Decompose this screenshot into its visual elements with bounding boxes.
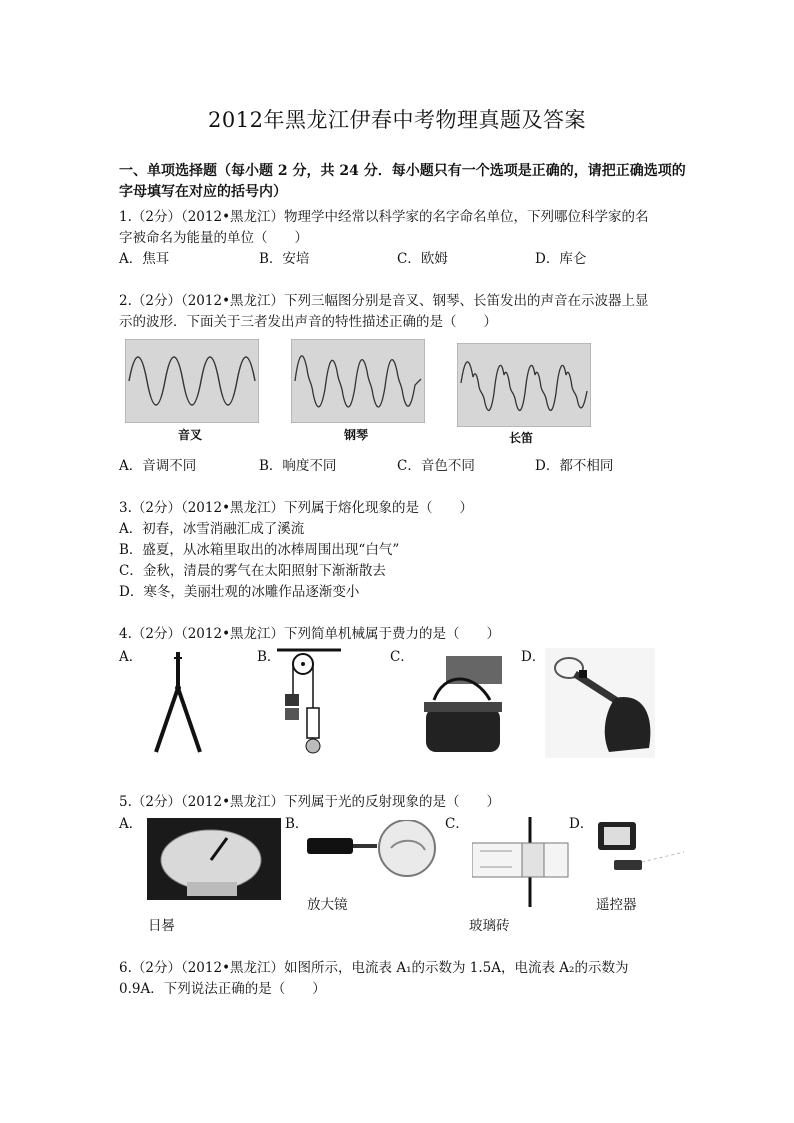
q3-option-a: A．初春，冰雪消融汇成了溪流 xyxy=(119,521,305,537)
q1-stem-line2: 字被命名为能量的单位（ ） xyxy=(119,230,308,246)
caption-flute: 长笛 xyxy=(508,431,533,445)
section-header-line1: 一、单项选择题（每小题 2 分，共 24 分．每小题只有一个选项是正确的，请把正确选项的 xyxy=(119,163,686,179)
q4-stem: 4.（2分）（2012•黑龙江）下列简单机械属于费力的是（ ） xyxy=(119,626,501,642)
q2-option-c: C．音色不同 xyxy=(397,458,475,474)
pulley-scale-image xyxy=(275,646,345,758)
caption-remote-control: 遥控器 xyxy=(596,897,637,913)
q4-label-c: C． xyxy=(390,649,414,665)
q2-stem-line1: 2.（2分）（2012•黑龙江）下列三幅图分别是音叉、钢琴、长笛发出的声音在示波器上显 xyxy=(119,293,649,309)
q3-option-c: C．金秋，清晨的雾气在太阳照射下渐渐散去 xyxy=(119,563,386,579)
glass-brick-image xyxy=(472,815,572,909)
q3-option-b: B．盛夏，从冰箱里取出的冰棒周围出现“白气” xyxy=(119,542,400,558)
magnifier-image xyxy=(307,820,439,882)
q1-option-c: C．欧姆 xyxy=(397,251,448,267)
sundial-image xyxy=(147,818,281,900)
q5-label-b: B． xyxy=(285,816,309,832)
caption-sundial: 日晷 xyxy=(148,918,175,934)
q2-stem-line2: 示的波形．下面关于三者发出声音的特性描述正确的是（ ） xyxy=(119,314,497,330)
q5-label-c: C． xyxy=(445,816,469,832)
q6-stem-line2: 0.9A．下列说法正确的是（ ） xyxy=(119,981,326,997)
wrench-image xyxy=(545,648,655,758)
q2-option-b: B．响度不同 xyxy=(259,458,337,474)
q3-stem: 3.（2分）（2012•黑龙江）下列属于熔化现象的是（ ） xyxy=(119,500,474,516)
section-header-line2: 字母填写在对应的括号内） xyxy=(119,184,287,200)
q2-option-d: D．都不相同 xyxy=(535,458,614,474)
caption-glass-brick: 玻璃砖 xyxy=(469,918,510,934)
q6-stem-line1: 6.（2分）（2012•黑龙江）如图所示，电流表 A₁的示数为 1.5A，电流表 A₂的示数为 xyxy=(119,960,629,976)
q5-label-a: A． xyxy=(119,816,143,832)
tuning-fork-waveform xyxy=(125,339,259,423)
q1-option-d: D．库仑 xyxy=(535,251,587,267)
pot-lifter-image xyxy=(414,652,512,758)
page-title: 2012年黑龙江伊春中考物理真题及答案 xyxy=(208,108,586,132)
q5-label-d: D． xyxy=(569,816,594,832)
q2-option-a: A．音调不同 xyxy=(119,458,197,474)
piano-waveform xyxy=(291,339,425,423)
caption-magnifier: 放大镜 xyxy=(307,897,348,913)
q4-label-b: B． xyxy=(257,649,281,665)
caption-tuning-fork: 音叉 xyxy=(177,428,202,442)
flute-waveform xyxy=(457,343,591,427)
q1-option-a: A．焦耳 xyxy=(119,251,170,267)
q3-option-d: D．寒冬，美丽壮观的冰雕作品逐渐变小 xyxy=(119,584,360,600)
q5-stem: 5.（2分）（2012•黑龙江）下列属于光的反射现象的是（ ） xyxy=(119,794,501,810)
q4-label-a: A． xyxy=(119,649,143,665)
tongs-image xyxy=(140,648,220,758)
q1-stem-line1: 1.（2分）（2012•黑龙江）物理学中经常以科学家的名字命名单位，下列哪位科学家的名 xyxy=(119,209,649,225)
q4-label-d: D． xyxy=(521,649,546,665)
remote-control-image xyxy=(596,818,686,876)
q1-option-b: B．安培 xyxy=(259,251,310,267)
caption-piano: 钢琴 xyxy=(343,428,368,442)
